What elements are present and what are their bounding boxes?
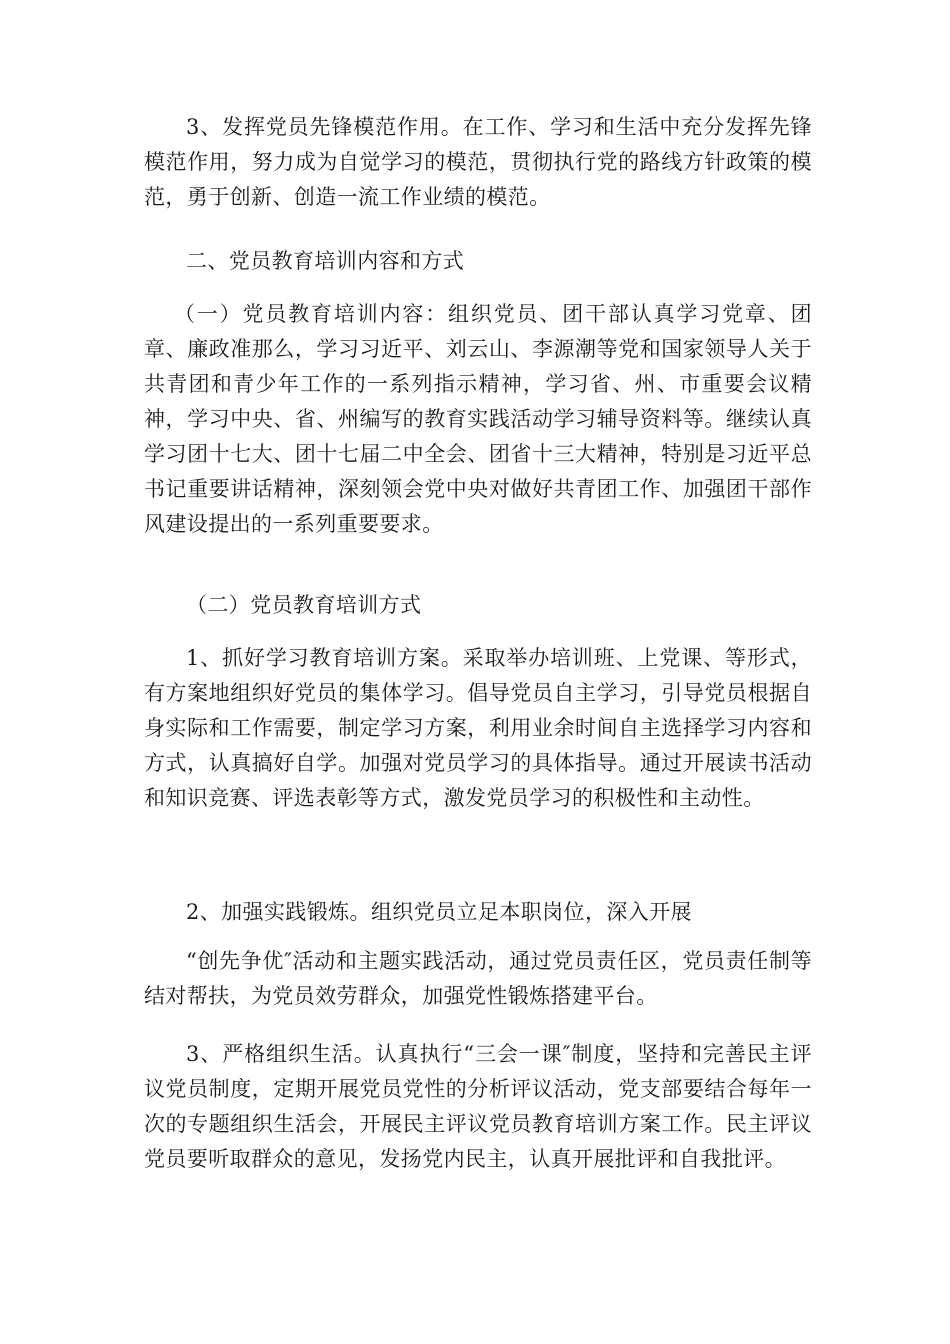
paragraph-practice-training: 2、加强实践锻炼。组织党员立足本职岗位，深入开展 <box>186 900 692 924</box>
section-heading-content-and-methods: 二、党员教育培训内容和方式 <box>186 249 465 273</box>
subheading-training-methods: （二）党员教育培训方式 <box>186 593 422 617</box>
paragraph-training-content: （一）党员教育培训内容：组织党员、团干部认真学习党章、团章、廉政准那么，学习习近平、刘云山、李源潮等党和国家领导人关于共青团和青少年工作的一系列指示精神，学习省、州、市重要会议精神，学习中央、省、州编写的教育实践活动学习辅导资料等。继续认真学习团十七大、团十七届二中全会、团省十三大精神，特别是习近平总书记重要讲话精神，深刻领会党中央对做好共青团工作、加强团干部作风建设提出的一系列重要要求。 <box>144 302 812 536</box>
paragraph-study-plan: 1、抓好学习教育培训方案。采取举办培训班、上党课、等形式，有方案地组织好党员的集体学习。倡导党员自主学习，引导党员根据自身实际和工作需要，制定学习方案，利用业余时间自主选择学习内容和方式，认真搞好自学。加强对党员学习的具体指导。通过开展读书活动和知识竞赛、评选表彰等方式，激发党员学习的积极性和主动性。 <box>144 646 812 810</box>
paragraph-organizational-life: 3、严格组织生活。认真执行“三会一课″制度，坚持和完善民主评议党员制度，定期开展党员党性的分析评议活动，党支部要结合每年一次的专题组织生活会，开展民主评议党员教育培训方案工作。民主评议党员要听取群众的意见，发扬党内民主，认真开展批评和自我批评。 <box>144 1042 812 1171</box>
paragraph-excellence-activities: “创先争优″活动和主题实践活动，通过党员责任区，党员责任制等结对帮扶，为党员效劳群众，加强党性锻炼搭建平台。 <box>144 949 812 1008</box>
paragraph-vanguard-role: 3、发挥党员先锋模范作用。在工作、学习和生活中充分发挥先锋模范作用，努力成为自觉学习的模范，贯彻执行党的路线方针政策的模范，勇于创新、创造一流工作业绩的模范。 <box>144 115 812 209</box>
